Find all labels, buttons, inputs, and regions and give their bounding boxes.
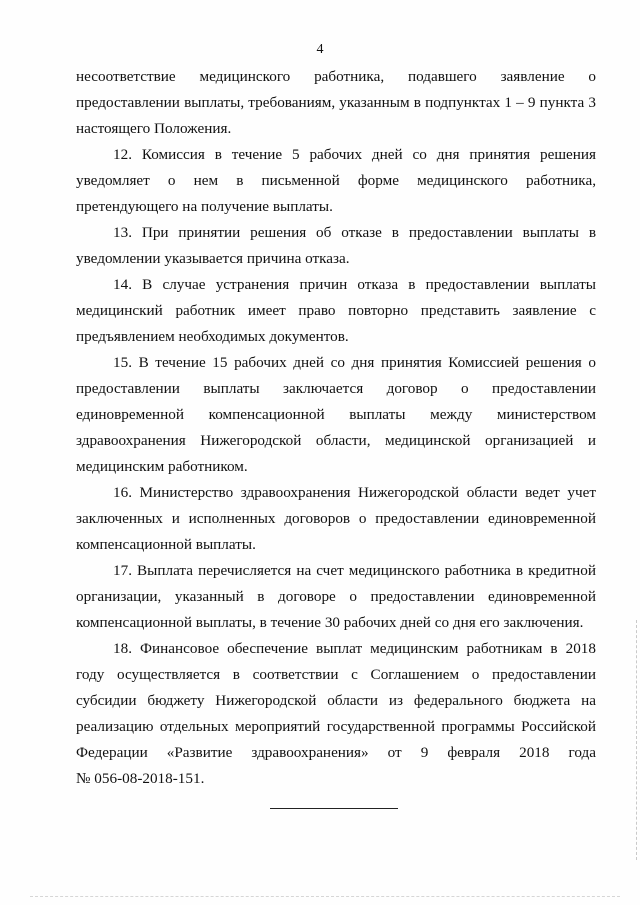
scan-edge-divider: [30, 896, 620, 897]
paragraph-continuation: [76, 64, 596, 142]
text-line: уведомляет о нем в письменной форме медицинского работника,: [76, 172, 596, 189]
text-line: 13. При принятии решения об отказе в предоставлении выплаты в: [113, 224, 596, 241]
text-line: претендующего на получение выплаты.: [76, 198, 333, 215]
text-line: компенсационной выплаты.: [76, 536, 256, 553]
text-line: предоставлении выплаты заключается договор о предоставлении: [76, 380, 596, 397]
text-line: компенсационной выплаты, в течение 30 рабочих дней со дня его заключения.: [76, 614, 584, 631]
text-line: Федерации «Развитие здравоохранения» от 9 февраля 2018 года: [76, 744, 596, 761]
text-line: субсидии бюджету Нижегородской области из федерального бюджета на: [76, 692, 596, 709]
text-line: 18. Финансовое обеспечение выплат медицинским работникам в 2018: [113, 640, 596, 657]
text-line: № 056-08-2018-151.: [76, 770, 205, 787]
text-line: предъявлением необходимых документов.: [76, 328, 349, 345]
page-number: 4: [316, 42, 324, 57]
text-line: 12. Комиссия в течение 5 рабочих дней со дня принятия решения: [113, 146, 596, 163]
paragraph-12: [76, 142, 596, 220]
text-line: заключенных и исполненных договоров о предоставлении единовременной: [76, 510, 596, 527]
text-line: медицинским работником.: [76, 458, 248, 475]
scan-edge-divider: [636, 620, 637, 860]
text-line: 17. Выплата перечисляется на счет медицинского работника в кредитной: [113, 562, 596, 579]
paragraph-18: [76, 636, 596, 792]
text-line: организации, указанный в договоре о предоставлении единовременной: [76, 588, 596, 605]
text-line: единовременной компенсационной выплаты между министерством: [76, 406, 596, 423]
text-line: году осуществляется в соответствии с Соглашением о предоставлении: [76, 666, 596, 683]
text-line: уведомлении указывается причина отказа.: [76, 250, 350, 267]
text-line: 14. В случае устранения причин отказа в предоставлении выплаты: [113, 276, 596, 293]
paragraph-17: [76, 558, 596, 636]
end-of-document-rule: [270, 808, 398, 809]
text-line: 15. В течение 15 рабочих дней со дня принятия Комиссией решения о: [113, 354, 596, 371]
paragraph-14: [76, 272, 596, 350]
text-line: медицинский работник имеет право повторно представить заявление с: [76, 302, 596, 319]
text-line: здравоохранения Нижегородской области, медицинской организацией и: [76, 432, 596, 449]
text-line: несоответствие медицинского работника, подавшего заявление о: [76, 68, 596, 85]
paragraph-15: [76, 350, 596, 480]
text-line: предоставлении выплаты, требованиям, указанным в подпунктах 1 – 9 пункта 3: [76, 94, 596, 111]
text-line: настоящего Положения.: [76, 120, 232, 137]
paragraph-13: [76, 220, 596, 272]
document-body: [76, 64, 596, 792]
paragraph-16: [76, 480, 596, 558]
text-line: 16. Министерство здравоохранения Нижегородской области ведет учет: [113, 484, 596, 501]
text-line: реализацию отдельных мероприятий государственной программы Российской: [76, 718, 596, 735]
